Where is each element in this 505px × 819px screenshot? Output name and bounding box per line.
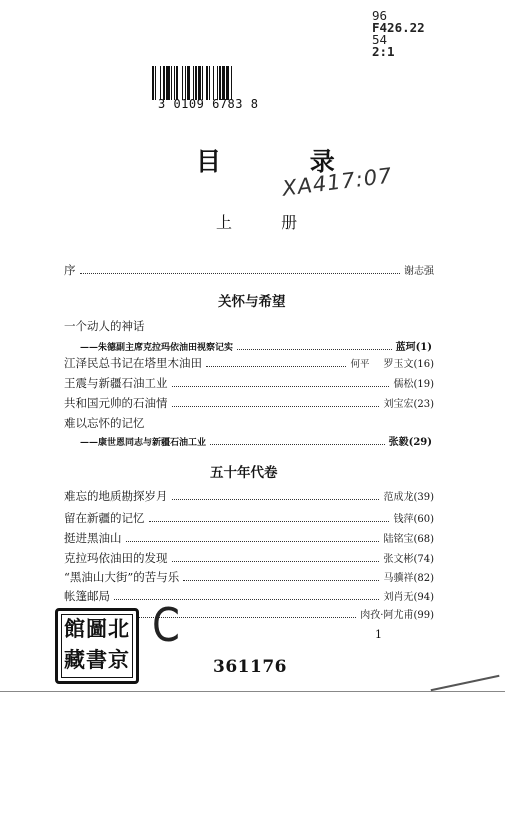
toc-entry-author: 谢志强 — [404, 266, 434, 277]
stamp-letter: C — [152, 599, 180, 653]
toc-entry — [64, 488, 434, 504]
toc-entry-title: 难忘的地质勘探岁月 — [64, 489, 168, 503]
call-number-line: 2:1 — [372, 44, 395, 59]
section-heading: 关怀与希望 — [218, 294, 286, 310]
page-title: 目 录 — [196, 147, 375, 176]
toc-entry-title: 序 — [64, 263, 76, 277]
toc-entry — [64, 395, 434, 411]
accession-number: 361176 — [213, 657, 287, 677]
toc-entry — [64, 569, 434, 585]
toc-entry-author: 刘肖无(94) — [383, 592, 434, 603]
toc-entry — [80, 338, 432, 353]
toc-entry-title: 王震与新疆石油工业 — [64, 376, 168, 390]
toc-entry-author: 陆铭宝(68) — [383, 534, 434, 545]
toc-entry-subtitle: ——康世恩同志与新疆石油工业 — [80, 438, 207, 448]
leader-dots — [237, 349, 392, 350]
barcode — [152, 66, 292, 100]
scan-edge-mark — [431, 675, 500, 691]
leader-dots — [210, 444, 385, 445]
page-number: 1 — [375, 628, 382, 641]
leader-dots — [172, 386, 390, 387]
toc-entry-title: 留在新疆的记忆 — [64, 511, 145, 525]
leader-dots — [126, 541, 380, 542]
leader-dots — [183, 580, 379, 581]
call-number-line: F426.22 — [372, 20, 425, 35]
library-stamp — [55, 608, 139, 684]
leader-dots — [206, 366, 346, 367]
leader-dots — [80, 273, 401, 274]
toc-entry-title: 江泽民总书记在塔里木油田 — [64, 356, 202, 370]
call-number-line: 54 — [372, 32, 388, 47]
toc-entry — [80, 433, 432, 448]
stamp-text-line1: 館圖北 — [64, 617, 130, 641]
toc-entry-title: 帐篷邮局 — [64, 589, 110, 603]
toc-entry-title: 克拉玛依油田的发现 — [64, 551, 168, 565]
toc-entry-author: 马骥祥(82) — [383, 573, 434, 584]
scan-edge-line — [0, 691, 505, 692]
section-heading: 五十年代卷 — [210, 465, 278, 481]
leader-dots — [172, 561, 380, 562]
volume-label: 上 册 — [216, 213, 320, 232]
toc-entry — [64, 355, 434, 371]
call-number — [372, 10, 425, 58]
toc-entry — [64, 550, 434, 566]
toc-entry-author: 蓝珂(1) — [395, 342, 432, 353]
leader-dots — [172, 406, 380, 407]
toc-entry — [64, 530, 434, 546]
toc-entry-author: 张毅(29) — [388, 437, 432, 448]
stamp-text-line2: 藏書京 — [64, 648, 130, 672]
toc-entry — [64, 375, 434, 391]
leader-dots — [149, 521, 390, 522]
toc-entry — [64, 588, 434, 604]
leader-dots — [172, 499, 380, 500]
toc-entry-author: 肉孜·阿尤甫(99) — [360, 610, 434, 621]
toc-entry — [64, 510, 434, 526]
toc-entry-author: 范成龙(39) — [383, 492, 434, 503]
toc-entry-coauthor: 何平 — [350, 359, 370, 370]
toc-entry-author: 儒松(19) — [393, 379, 434, 390]
handwritten-note: XA417:07 — [280, 163, 394, 201]
toc-entry-title: 挺进黑油山 — [64, 531, 122, 545]
toc-entry-author: 刘宝宏(23) — [383, 399, 434, 410]
toc-entry-author: 张文彬(74) — [383, 554, 434, 565]
toc-entry-title: 难以忘怀的记忆 — [64, 416, 145, 430]
barcode-number: 3 0109 6783 8 — [158, 97, 259, 111]
toc-entry-title: “黑油山大街”的苦与乐 — [64, 570, 180, 584]
toc-entry-preface — [64, 262, 434, 278]
toc-entry-title: 共和国元帅的石油情 — [64, 396, 168, 410]
toc-entry-author: 罗玉文(16) — [383, 359, 434, 370]
call-number-line: 96 — [372, 8, 388, 23]
toc-entry-title: 一个动人的神话 — [64, 319, 145, 333]
toc-entry-subtitle: ——朱德副主席克拉玛依油田视察记实 — [80, 343, 234, 353]
barcode-bar — [231, 66, 232, 100]
toc-entry-author: 钱萍(60) — [393, 514, 434, 525]
leader-dots — [103, 617, 357, 618]
